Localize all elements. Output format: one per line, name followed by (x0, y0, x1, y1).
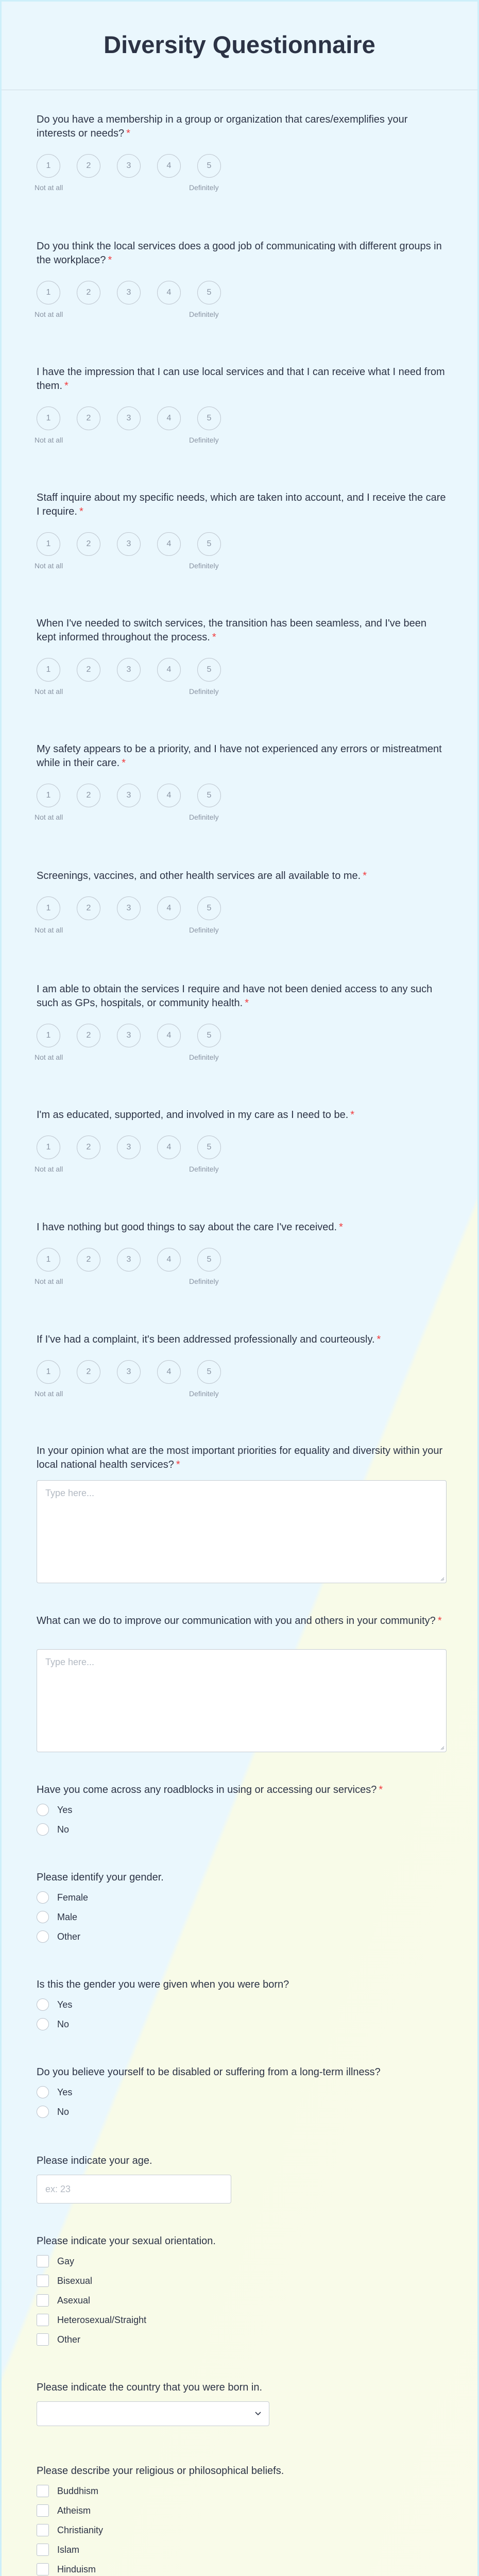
required-mark: * (363, 870, 367, 882)
input-placeholder: ex: 23 (45, 2184, 71, 2194)
rating-option[interactable]: 5 (197, 1248, 221, 1272)
rating-question (35, 742, 449, 821)
rating-question (35, 617, 449, 696)
rating-option[interactable]: 5 (197, 1024, 221, 1047)
question-label: I have nothing but good things to say about the care I've received. * (37, 1222, 343, 1233)
option-label: No (57, 2107, 70, 2117)
scale-high-label: Definitely (189, 1277, 219, 1285)
rating-option[interactable]: 5 (197, 406, 221, 430)
scale-high-label: Definitely (189, 562, 219, 570)
required-mark: * (126, 128, 130, 139)
rating-option[interactable]: 3 (117, 658, 141, 682)
rating-option[interactable]: 2 (77, 1248, 100, 1272)
option-label: Male (57, 1912, 78, 1922)
rating-option[interactable]: 2 (77, 1136, 100, 1159)
required-mark: * (122, 757, 126, 769)
rating-option[interactable]: 4 (157, 154, 181, 178)
resize-grip-icon[interactable] (439, 1576, 444, 1581)
textarea-placeholder: Type here... (45, 1657, 95, 1667)
rating-scale (37, 281, 243, 327)
required-mark: * (212, 632, 216, 643)
rating-option[interactable]: 4 (157, 784, 181, 807)
rating-option[interactable]: 2 (77, 406, 100, 430)
rating-option[interactable]: 2 (77, 658, 100, 682)
form-header (2, 2, 477, 90)
checkbox[interactable] (37, 2504, 49, 2517)
rating-option[interactable]: 4 (157, 896, 181, 920)
rating-option[interactable]: 5 (197, 1136, 221, 1159)
question-label: My safety appears to be a priority, and I have not experienced any errors or mistreatment while in their care. * (37, 743, 442, 769)
question-label: When I've needed to switch services, the transition has been seamless, and I've been kept informed throughout the process. * (37, 618, 426, 643)
radio-button[interactable] (37, 2086, 49, 2098)
scale-high-label: Definitely (189, 436, 219, 444)
rating-question (35, 982, 449, 1061)
required-mark: * (79, 506, 83, 517)
rating-option[interactable]: 4 (157, 658, 181, 682)
scale-low-label: Not at all (35, 436, 63, 444)
rating-option[interactable]: 5 (197, 532, 221, 556)
question-label: Do you think the local services does a good job of communicating with different groups in the workplace? * (37, 241, 442, 266)
question-label: Staff inquire about my specific needs, which are taken into account, and I receive the care I require. * (37, 492, 446, 517)
rating-option[interactable]: 4 (157, 1136, 181, 1159)
rating-option[interactable]: 5 (197, 1360, 221, 1384)
rating-option[interactable]: 2 (77, 281, 100, 304)
option-label: Bisexual (57, 2276, 93, 2286)
required-mark: * (377, 1334, 381, 1345)
question-label: I'm as educated, supported, and involved in my care as I need to be. * (37, 1109, 355, 1121)
radio-button[interactable] (37, 1891, 49, 1904)
scale-low-label: Not at all (35, 1165, 63, 1173)
option-label: Asexual (57, 2295, 91, 2306)
required-mark: * (245, 997, 249, 1009)
option-label: No (57, 2019, 70, 2029)
scale-low-label: Not at all (35, 562, 63, 570)
rating-scale (37, 1360, 243, 1406)
rating-option[interactable]: 3 (117, 896, 141, 920)
required-mark: * (437, 1615, 442, 1626)
rating-option[interactable]: 4 (157, 406, 181, 430)
rating-option[interactable]: 2 (77, 784, 100, 807)
required-mark: * (339, 1222, 343, 1233)
rating-option[interactable]: 3 (117, 1248, 141, 1272)
rating-option[interactable]: 1 (37, 1248, 60, 1272)
scale-high-label: Definitely (189, 183, 219, 192)
rating-option[interactable]: 2 (77, 1024, 100, 1047)
rating-option[interactable]: 3 (117, 532, 141, 556)
rating-option[interactable]: 1 (37, 1024, 60, 1047)
rating-option[interactable]: 4 (157, 1024, 181, 1047)
birth-gender-question (37, 1978, 449, 2029)
option-label: Atheism (57, 2505, 91, 2516)
question-label: If I've had a complaint, it's been addressed professionally and courteously. * (37, 1334, 381, 1345)
age-input[interactable] (37, 2175, 231, 2204)
checkbox[interactable] (37, 2333, 49, 2346)
required-mark: * (379, 1784, 383, 1795)
rating-option[interactable]: 1 (37, 1360, 60, 1384)
rating-option[interactable]: 2 (77, 1360, 100, 1384)
scale-high-label: Definitely (189, 1389, 219, 1398)
required-mark: * (176, 1459, 180, 1470)
question-label: Do you have a membership in a group or organization that cares/exemplifies your interests or needs? * (37, 114, 408, 139)
rating-question (35, 1221, 449, 1285)
rating-scale (37, 896, 243, 943)
radio-button[interactable] (37, 2018, 49, 2030)
scale-high-label: Definitely (189, 1053, 219, 1061)
rating-option[interactable]: 1 (37, 784, 60, 807)
required-mark: * (108, 255, 112, 266)
scale-low-label: Not at all (35, 1389, 63, 1398)
rating-option[interactable]: 5 (197, 896, 221, 920)
scale-low-label: Not at all (35, 813, 63, 821)
checkbox[interactable] (37, 2485, 49, 2497)
rating-option[interactable]: 2 (77, 154, 100, 178)
rating-option[interactable]: 3 (117, 406, 141, 430)
option-label: Gay (57, 2256, 75, 2266)
rating-option[interactable]: 1 (37, 1136, 60, 1159)
rating-option[interactable]: 4 (157, 532, 181, 556)
resize-grip-icon[interactable] (439, 1745, 444, 1750)
scale-low-label: Not at all (35, 183, 63, 192)
scale-low-label: Not at all (35, 687, 63, 696)
rating-option[interactable]: 4 (157, 1360, 181, 1384)
question-label: In your opinion what are the most important priorities for equality and diversity within your local national health services? * (37, 1445, 443, 1470)
question-label: Is this the gender you were given when you were born? (37, 1979, 289, 1990)
question-label: Do you believe yourself to be disabled or suffering from a long-term illness? (37, 2066, 381, 2078)
option-label: Heterosexual/Straight (57, 2315, 147, 2325)
rating-option[interactable]: 3 (117, 281, 141, 304)
rating-question (35, 365, 449, 444)
rating-option[interactable]: 2 (77, 896, 100, 920)
radio-button[interactable] (37, 1911, 49, 1923)
rating-option[interactable]: 5 (197, 784, 221, 807)
radio-button[interactable] (37, 1930, 49, 1943)
rating-scale (37, 532, 243, 579)
scale-high-label: Definitely (189, 1165, 219, 1173)
rating-option[interactable]: 3 (117, 1024, 141, 1047)
priorities-textarea[interactable] (37, 1480, 447, 1583)
rating-option[interactable]: 1 (37, 532, 60, 556)
checkbox[interactable] (37, 2563, 49, 2575)
question-label: I am able to obtain the services I require and have not been denied access to any such such as GPs, hospitals, or community health. * (37, 984, 433, 1009)
rating-question (35, 1333, 449, 1398)
option-label: Hinduism (57, 2564, 96, 2574)
question-label: What can we do to improve our communication with you and others in your community? * (37, 1615, 442, 1626)
country-question (37, 2381, 449, 2395)
question-label: Please describe your religious or philosophical beliefs. (37, 2465, 284, 2477)
roadblocks-question (37, 1783, 449, 1835)
chevron-down-icon (254, 2410, 262, 2417)
option-label: No (57, 1824, 70, 1835)
rating-option[interactable]: 4 (157, 1248, 181, 1272)
beliefs-question (37, 2464, 449, 2574)
rating-option[interactable]: 4 (157, 281, 181, 304)
question-label: Please indicate your sexual orientation. (37, 2235, 216, 2247)
option-label: Yes (57, 1999, 73, 2010)
scale-high-label: Definitely (189, 687, 219, 696)
question-label: I have the impression that I can use local services and that I can receive what I need from them. * (37, 366, 445, 392)
rating-question (35, 1108, 449, 1173)
option-label: Christianity (57, 2525, 104, 2535)
scale-low-label: Not at all (35, 1053, 63, 1061)
radio-button[interactable] (37, 1998, 49, 2011)
rating-scale (37, 154, 243, 200)
rating-scale (37, 1136, 243, 1182)
question-label: Please identify your gender. (37, 1872, 164, 1883)
communication-textarea[interactable] (37, 1649, 447, 1752)
scale-low-label: Not at all (35, 310, 63, 318)
rating-question (35, 491, 449, 570)
priorities-question (37, 1444, 449, 1498)
gender-question (37, 1871, 449, 1942)
checkbox[interactable] (37, 2275, 49, 2287)
question-label: Have you come across any roadblocks in using or accessing our services? * (37, 1784, 383, 1795)
communication-question (37, 1614, 449, 1667)
radio-button[interactable] (37, 1804, 49, 1816)
option-label: Other (57, 1931, 81, 1942)
option-label: Female (57, 1892, 89, 1903)
question-label: Please indicate your age. (37, 2155, 152, 2166)
rating-option[interactable]: 3 (117, 784, 141, 807)
rating-option[interactable]: 1 (37, 658, 60, 682)
rating-option[interactable]: 5 (197, 154, 221, 178)
rating-option[interactable]: 3 (117, 154, 141, 178)
option-label: Other (57, 2334, 81, 2345)
checkbox[interactable] (37, 2524, 49, 2536)
rating-option[interactable]: 1 (37, 281, 60, 304)
rating-option[interactable]: 1 (37, 896, 60, 920)
scale-high-label: Definitely (189, 310, 219, 318)
required-mark: * (350, 1109, 355, 1121)
rating-option[interactable]: 3 (117, 1136, 141, 1159)
checkbox[interactable] (37, 2294, 49, 2307)
form-title: Diversity Questionnaire (104, 31, 375, 58)
age-question (37, 2154, 449, 2194)
rating-scale (37, 1024, 243, 1070)
rating-option[interactable]: 1 (37, 406, 60, 430)
country-select[interactable] (37, 2401, 269, 2426)
scale-high-label: Definitely (189, 926, 219, 934)
radio-button[interactable] (37, 2106, 49, 2118)
scale-low-label: Not at all (35, 1277, 63, 1285)
rating-option[interactable]: 5 (197, 658, 221, 682)
orientation-question (37, 2234, 449, 2345)
scale-high-label: Definitely (189, 813, 219, 821)
rating-scale (37, 784, 243, 830)
rating-question (35, 869, 449, 934)
disability-question (37, 2065, 449, 2117)
rating-question (35, 240, 449, 318)
rating-scale (37, 1248, 243, 1294)
option-label: Islam (57, 2545, 80, 2555)
required-mark: * (64, 380, 69, 392)
rating-option[interactable]: 3 (117, 1360, 141, 1384)
rating-option[interactable]: 2 (77, 532, 100, 556)
radio-button[interactable] (37, 1823, 49, 1836)
textarea-placeholder: Type here... (45, 1488, 95, 1498)
option-label: Yes (57, 2087, 73, 2097)
option-label: Buddhism (57, 2486, 99, 2496)
question-label: Please indicate the country that you were born in. (37, 2382, 263, 2393)
rating-scale (37, 406, 243, 453)
rating-option[interactable]: 5 (197, 281, 221, 304)
checkbox[interactable] (37, 2255, 49, 2267)
rating-option[interactable]: 1 (37, 154, 60, 178)
checkbox[interactable] (37, 2544, 49, 2556)
rating-question (35, 113, 449, 192)
scale-low-label: Not at all (35, 926, 63, 934)
option-label: Yes (57, 1805, 73, 1815)
rating-scale (37, 658, 243, 704)
checkbox[interactable] (37, 2314, 49, 2326)
question-label: Screenings, vaccines, and other health services are all available to me. * (37, 870, 367, 882)
